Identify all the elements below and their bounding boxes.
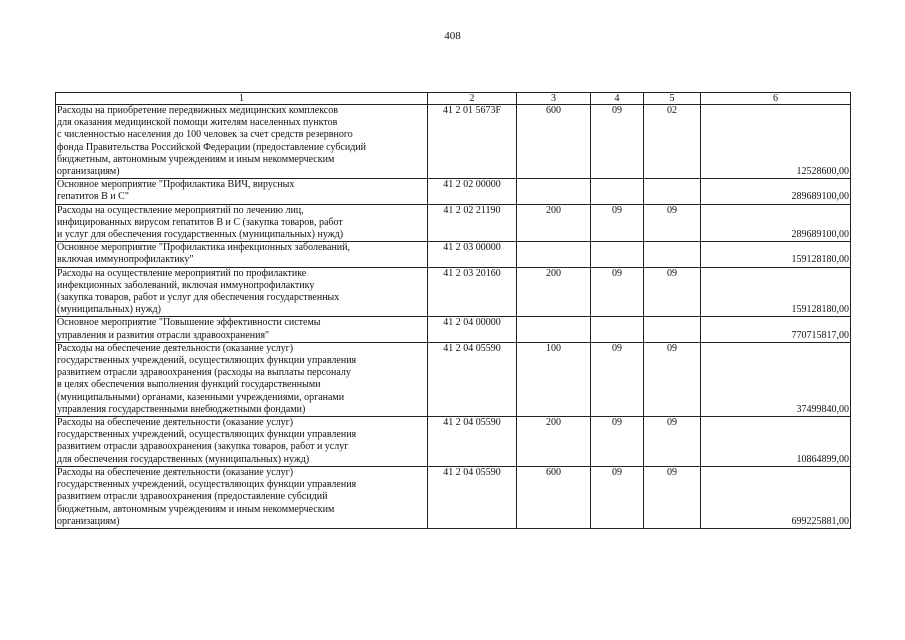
row-subsection: 09 bbox=[644, 204, 701, 242]
row-target-code: 41 2 01 5673F bbox=[428, 105, 517, 179]
table-row bbox=[56, 105, 851, 179]
row-amount: 12528600,00 bbox=[701, 105, 851, 179]
page-number: 408 bbox=[444, 30, 461, 42]
column-header-6: 6 bbox=[701, 93, 851, 105]
row-expense-type: 100 bbox=[517, 342, 591, 416]
row-section bbox=[591, 317, 644, 342]
row-section: 09 bbox=[591, 105, 644, 179]
table-row bbox=[56, 204, 851, 242]
row-expense-type bbox=[517, 242, 591, 267]
table-row bbox=[56, 317, 851, 342]
row-description: Расходы на обеспечение деятельности (оказание услуг) государственных учреждений, осуществляющих функции управления развитием отрасли здравоохранения (предоставление субсидий бюджетным, автономным учреждениям и иным некоммерческим организациям) bbox=[56, 466, 428, 528]
row-subsection bbox=[644, 242, 701, 267]
row-expense-type bbox=[517, 179, 591, 204]
table-row bbox=[56, 466, 851, 528]
row-subsection: 09 bbox=[644, 417, 701, 467]
row-subsection: 09 bbox=[644, 466, 701, 528]
row-target-code: 41 2 02 00000 bbox=[428, 179, 517, 204]
row-amount: 159128180,00 bbox=[701, 267, 851, 317]
row-subsection bbox=[644, 317, 701, 342]
row-subsection: 09 bbox=[644, 267, 701, 317]
row-section: 09 bbox=[591, 466, 644, 528]
row-amount: 289689100,00 bbox=[701, 204, 851, 242]
row-amount: 10864899,00 bbox=[701, 417, 851, 467]
row-target-code: 41 2 04 05590 bbox=[428, 342, 517, 416]
row-subsection: 02 bbox=[644, 105, 701, 179]
row-target-code: 41 2 04 05590 bbox=[428, 466, 517, 528]
row-subsection bbox=[644, 179, 701, 204]
row-description: Расходы на осуществление мероприятий по лечению лиц, инфицированных вирусом гепатитов В и С (закупка товаров, работ и услуг для обеспечения государственных (муниципальных) нужд) bbox=[56, 204, 428, 242]
column-header-3: 3 bbox=[517, 93, 591, 105]
table-row bbox=[56, 267, 851, 317]
row-target-code: 41 2 02 21190 bbox=[428, 204, 517, 242]
row-section: 09 bbox=[591, 204, 644, 242]
table-row bbox=[56, 242, 851, 267]
row-amount: 159128180,00 bbox=[701, 242, 851, 267]
row-description: Расходы на обеспечение деятельности (оказание услуг) государственных учреждений, осуществляющих функции управления развитием отрасли здравоохранения (расходы на выплаты персоналу в целях обеспечения выполнения функций государственными (муниципальными) органами, казенными учреждениями, органами управления государственными внебюджетными фондами) bbox=[56, 342, 428, 416]
row-section bbox=[591, 179, 644, 204]
row-section: 09 bbox=[591, 342, 644, 416]
row-amount: 37499840,00 bbox=[701, 342, 851, 416]
table-row bbox=[56, 179, 851, 204]
column-header-5: 5 bbox=[644, 93, 701, 105]
table-row bbox=[56, 342, 851, 416]
budget-table bbox=[55, 92, 851, 529]
row-description: Основное мероприятие "Профилактика инфекционных заболеваний, включая иммунопрофилактику" bbox=[56, 242, 428, 267]
row-expense-type bbox=[517, 317, 591, 342]
row-expense-type: 200 bbox=[517, 417, 591, 467]
column-header-1: 1 bbox=[56, 93, 428, 105]
header-row bbox=[56, 93, 851, 105]
row-expense-type: 200 bbox=[517, 267, 591, 317]
row-target-code: 41 2 04 05590 bbox=[428, 417, 517, 467]
row-description: Основное мероприятие "Повышение эффективности системы управления и развития отрасли здравоохранения" bbox=[56, 317, 428, 342]
row-amount: 770715817,00 bbox=[701, 317, 851, 342]
row-subsection: 09 bbox=[644, 342, 701, 416]
row-description: Основное мероприятие "Профилактика ВИЧ, вирусных гепатитов В и С" bbox=[56, 179, 428, 204]
column-header-4: 4 bbox=[591, 93, 644, 105]
row-description: Расходы на осуществление мероприятий по профилактике инфекционных заболеваний, включая иммунопрофилактику (закупка товаров, работ и услуг для обеспечения государственных (муниципальных) нужд) bbox=[56, 267, 428, 317]
row-expense-type: 200 bbox=[517, 204, 591, 242]
row-description: Расходы на приобретение передвижных медицинских комплексов для оказания медицинской помощи жителям населенных пунктов с численностью населения до 100 человек за счет средств резервного фонда Правительства Российской Федерации (предоставление субсидий бюджетным, автономным учреждениям и иным некоммерческим организациям) bbox=[56, 105, 428, 179]
row-target-code: 41 2 03 20160 bbox=[428, 267, 517, 317]
row-section bbox=[591, 242, 644, 267]
table-body bbox=[56, 93, 851, 529]
row-section: 09 bbox=[591, 417, 644, 467]
row-amount: 699225881,00 bbox=[701, 466, 851, 528]
row-section: 09 bbox=[591, 267, 644, 317]
row-target-code: 41 2 03 00000 bbox=[428, 242, 517, 267]
row-description: Расходы на обеспечение деятельности (оказание услуг) государственных учреждений, осуществляющих функции управления развитием отрасли здравоохранения (закупка товаров, работ и услуг для обеспечения государственных (муниципальных) нужд) bbox=[56, 417, 428, 467]
row-expense-type: 600 bbox=[517, 105, 591, 179]
table-row bbox=[56, 417, 851, 467]
row-expense-type: 600 bbox=[517, 466, 591, 528]
column-header-2: 2 bbox=[428, 93, 517, 105]
row-amount: 289689100,00 bbox=[701, 179, 851, 204]
row-target-code: 41 2 04 00000 bbox=[428, 317, 517, 342]
